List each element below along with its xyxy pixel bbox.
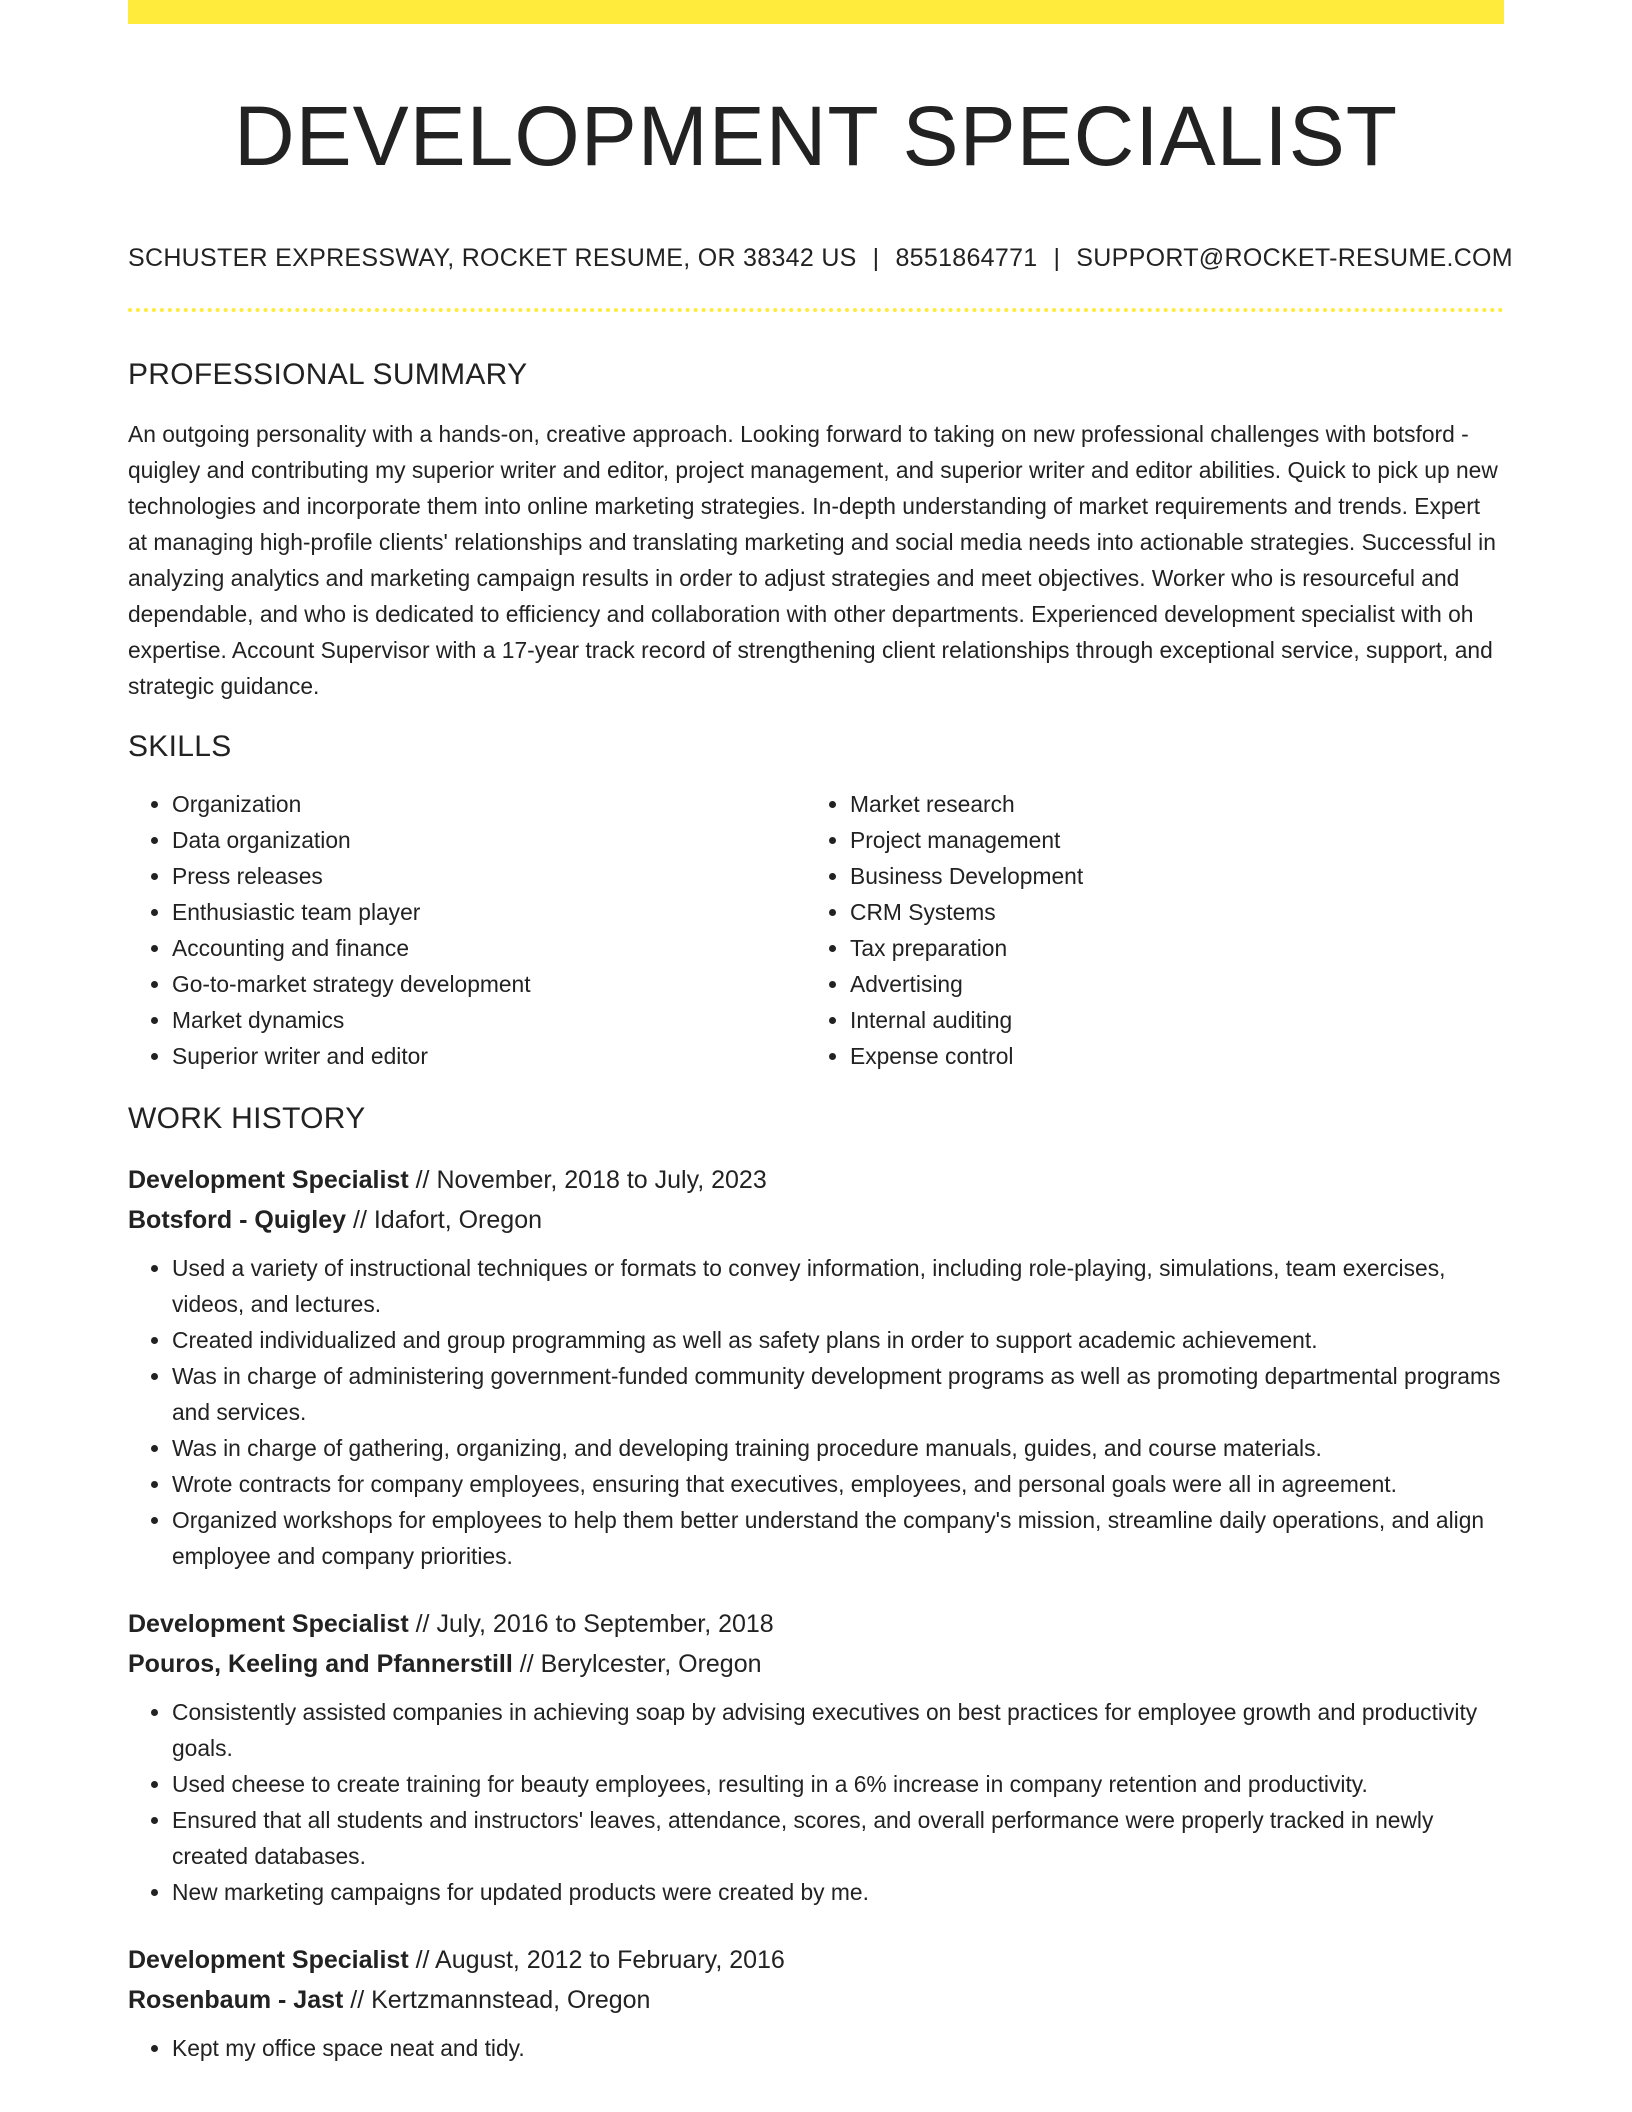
job-bullet: • Created individualized and group programming as well as safety plans in order to support academic achievement. xyxy=(172,1322,1504,1358)
job-title-line xyxy=(128,1604,1504,1644)
contact-address: SCHUSTER EXPRESSWAY, ROCKET RESUME, OR 38342 US xyxy=(128,244,857,273)
job-company-line xyxy=(128,1980,1504,2020)
job-company: Rosenbaum - Jast xyxy=(128,1986,344,2015)
skill-item: • Market dynamics xyxy=(172,1002,806,1038)
job-entry xyxy=(128,1940,1504,2066)
skill-item: • Project management xyxy=(850,822,1484,858)
skill-item: • Internal auditing xyxy=(850,1002,1484,1038)
skill-item: • Accounting and finance xyxy=(172,930,806,966)
job-bullet: • Was in charge of gathering, organizing, and developing training procedure manuals, guides, and course materials. xyxy=(172,1430,1504,1466)
job-location: // Kertzmannstead, Oregon xyxy=(343,1986,651,2015)
contact-phone: 8551864771 xyxy=(895,244,1038,273)
contact-line xyxy=(128,242,1513,274)
skills-heading: SKILLS xyxy=(128,730,232,764)
job-company-line xyxy=(128,1200,1504,1240)
summary-text: An outgoing personality with a hands-on, creative approach. Looking forward to taking on new professional challenges with botsford - quigley and contributing my superior writer and editor, project management, and superior writer and editor abilities. Quick to pick up new technologies and incorporate them into online marketing strategies. In-depth understanding of market requirements and trends. Expert at managing high-profile clients' relationships and translating marketing and social media needs into actionable strategies. Successful in analyzing analytics and marketing campaign results in order to adjust strategies and meet objectives. Worker who is resourceful and dependable, and who is dedicated to efficiency and collaboration with other departments. Experienced development specialist with oh expertise. Account Supervisor with a 17-year track record of strengthening client relationships through exceptional service, support, and strategic guidance. xyxy=(128,421,1498,700)
job-title-line xyxy=(128,1160,1504,1200)
skill-item: • Market research xyxy=(850,786,1484,822)
skill-item: • Advertising xyxy=(850,966,1484,1002)
job-bullet: • Wrote contracts for company employees, ensuring that executives, employees, and personal goals were all in agreement. xyxy=(172,1466,1504,1502)
job-title: Development Specialist xyxy=(128,1166,409,1195)
skills-column-left xyxy=(128,786,806,1074)
job-bullet: • Was in charge of administering government-funded community development programs as well as promoting departmental programs and services. xyxy=(172,1358,1504,1430)
accent-top-bar xyxy=(128,0,1504,24)
job-bullet: • Ensured that all students and instructors' leaves, attendance, scores, and overall performance were properly tracked in newly created databases. xyxy=(172,1802,1504,1874)
skill-item: • Data organization xyxy=(172,822,806,858)
skill-item: • Go-to-market strategy development xyxy=(172,966,806,1002)
job-company: Botsford - Quigley xyxy=(128,1206,347,1235)
skill-item: • Press releases xyxy=(172,858,806,894)
job-dates: // November, 2018 to July, 2023 xyxy=(408,1166,767,1195)
job-entry xyxy=(128,1604,1504,1910)
resume-name: DEVELOPMENT SPECIALIST xyxy=(233,89,1399,183)
contact-separator: | xyxy=(872,244,880,273)
job-bullets xyxy=(128,1250,1504,1574)
job-company-line xyxy=(128,1644,1504,1684)
job-title: Development Specialist xyxy=(128,1946,409,1975)
skills-column-right xyxy=(806,786,1484,1074)
skill-item: • Enthusiastic team player xyxy=(172,894,806,930)
dotted-divider xyxy=(128,308,1504,312)
job-bullets xyxy=(128,1694,1504,1910)
job-bullet: • Consistently assisted companies in achieving soap by advising executives on best practices for employee growth and productivity goals. xyxy=(172,1694,1504,1766)
job-title: Development Specialist xyxy=(128,1610,409,1639)
job-company: Pouros, Keeling and Pfannerstill xyxy=(128,1650,513,1679)
job-bullets xyxy=(128,2030,1504,2066)
skill-item: • CRM Systems xyxy=(850,894,1484,930)
job-location: // Idafort, Oregon xyxy=(346,1206,542,1235)
resume-page xyxy=(128,0,1513,2066)
skill-item: • Tax preparation xyxy=(850,930,1484,966)
job-location: // Berylcester, Oregon xyxy=(512,1650,762,1679)
job-bullet: • Kept my office space neat and tidy. xyxy=(172,2030,1504,2066)
job-bullet: • Used a variety of instructional techniques or formats to convey information, including role-playing, simulations, team exercises, videos, and lectures. xyxy=(172,1250,1504,1322)
skill-item: • Expense control xyxy=(850,1038,1484,1074)
job-bullet: • Organized workshops for employees to help them better understand the company's mission, streamline daily operations, and align employee and company priorities. xyxy=(172,1502,1504,1574)
contact-separator: | xyxy=(1053,244,1061,273)
job-dates: // July, 2016 to September, 2018 xyxy=(408,1610,774,1639)
work-history-heading: WORK HISTORY xyxy=(128,1102,366,1136)
skill-item: • Organization xyxy=(172,786,806,822)
job-entry xyxy=(128,1160,1504,1574)
job-bullet: • New marketing campaigns for updated products were created by me. xyxy=(172,1874,1504,1910)
skills-list xyxy=(128,786,1504,1074)
job-title-line xyxy=(128,1940,1504,1980)
skill-item: • Superior writer and editor xyxy=(172,1038,806,1074)
job-bullet: • Used cheese to create training for beauty employees, resulting in a 6% increase in company retention and productivity. xyxy=(172,1766,1504,1802)
summary-heading: PROFESSIONAL SUMMARY xyxy=(128,358,528,392)
contact-email: SUPPORT@ROCKET-RESUME.COM xyxy=(1076,244,1513,273)
skill-item: • Business Development xyxy=(850,858,1484,894)
job-dates: // August, 2012 to February, 2016 xyxy=(408,1946,785,1975)
